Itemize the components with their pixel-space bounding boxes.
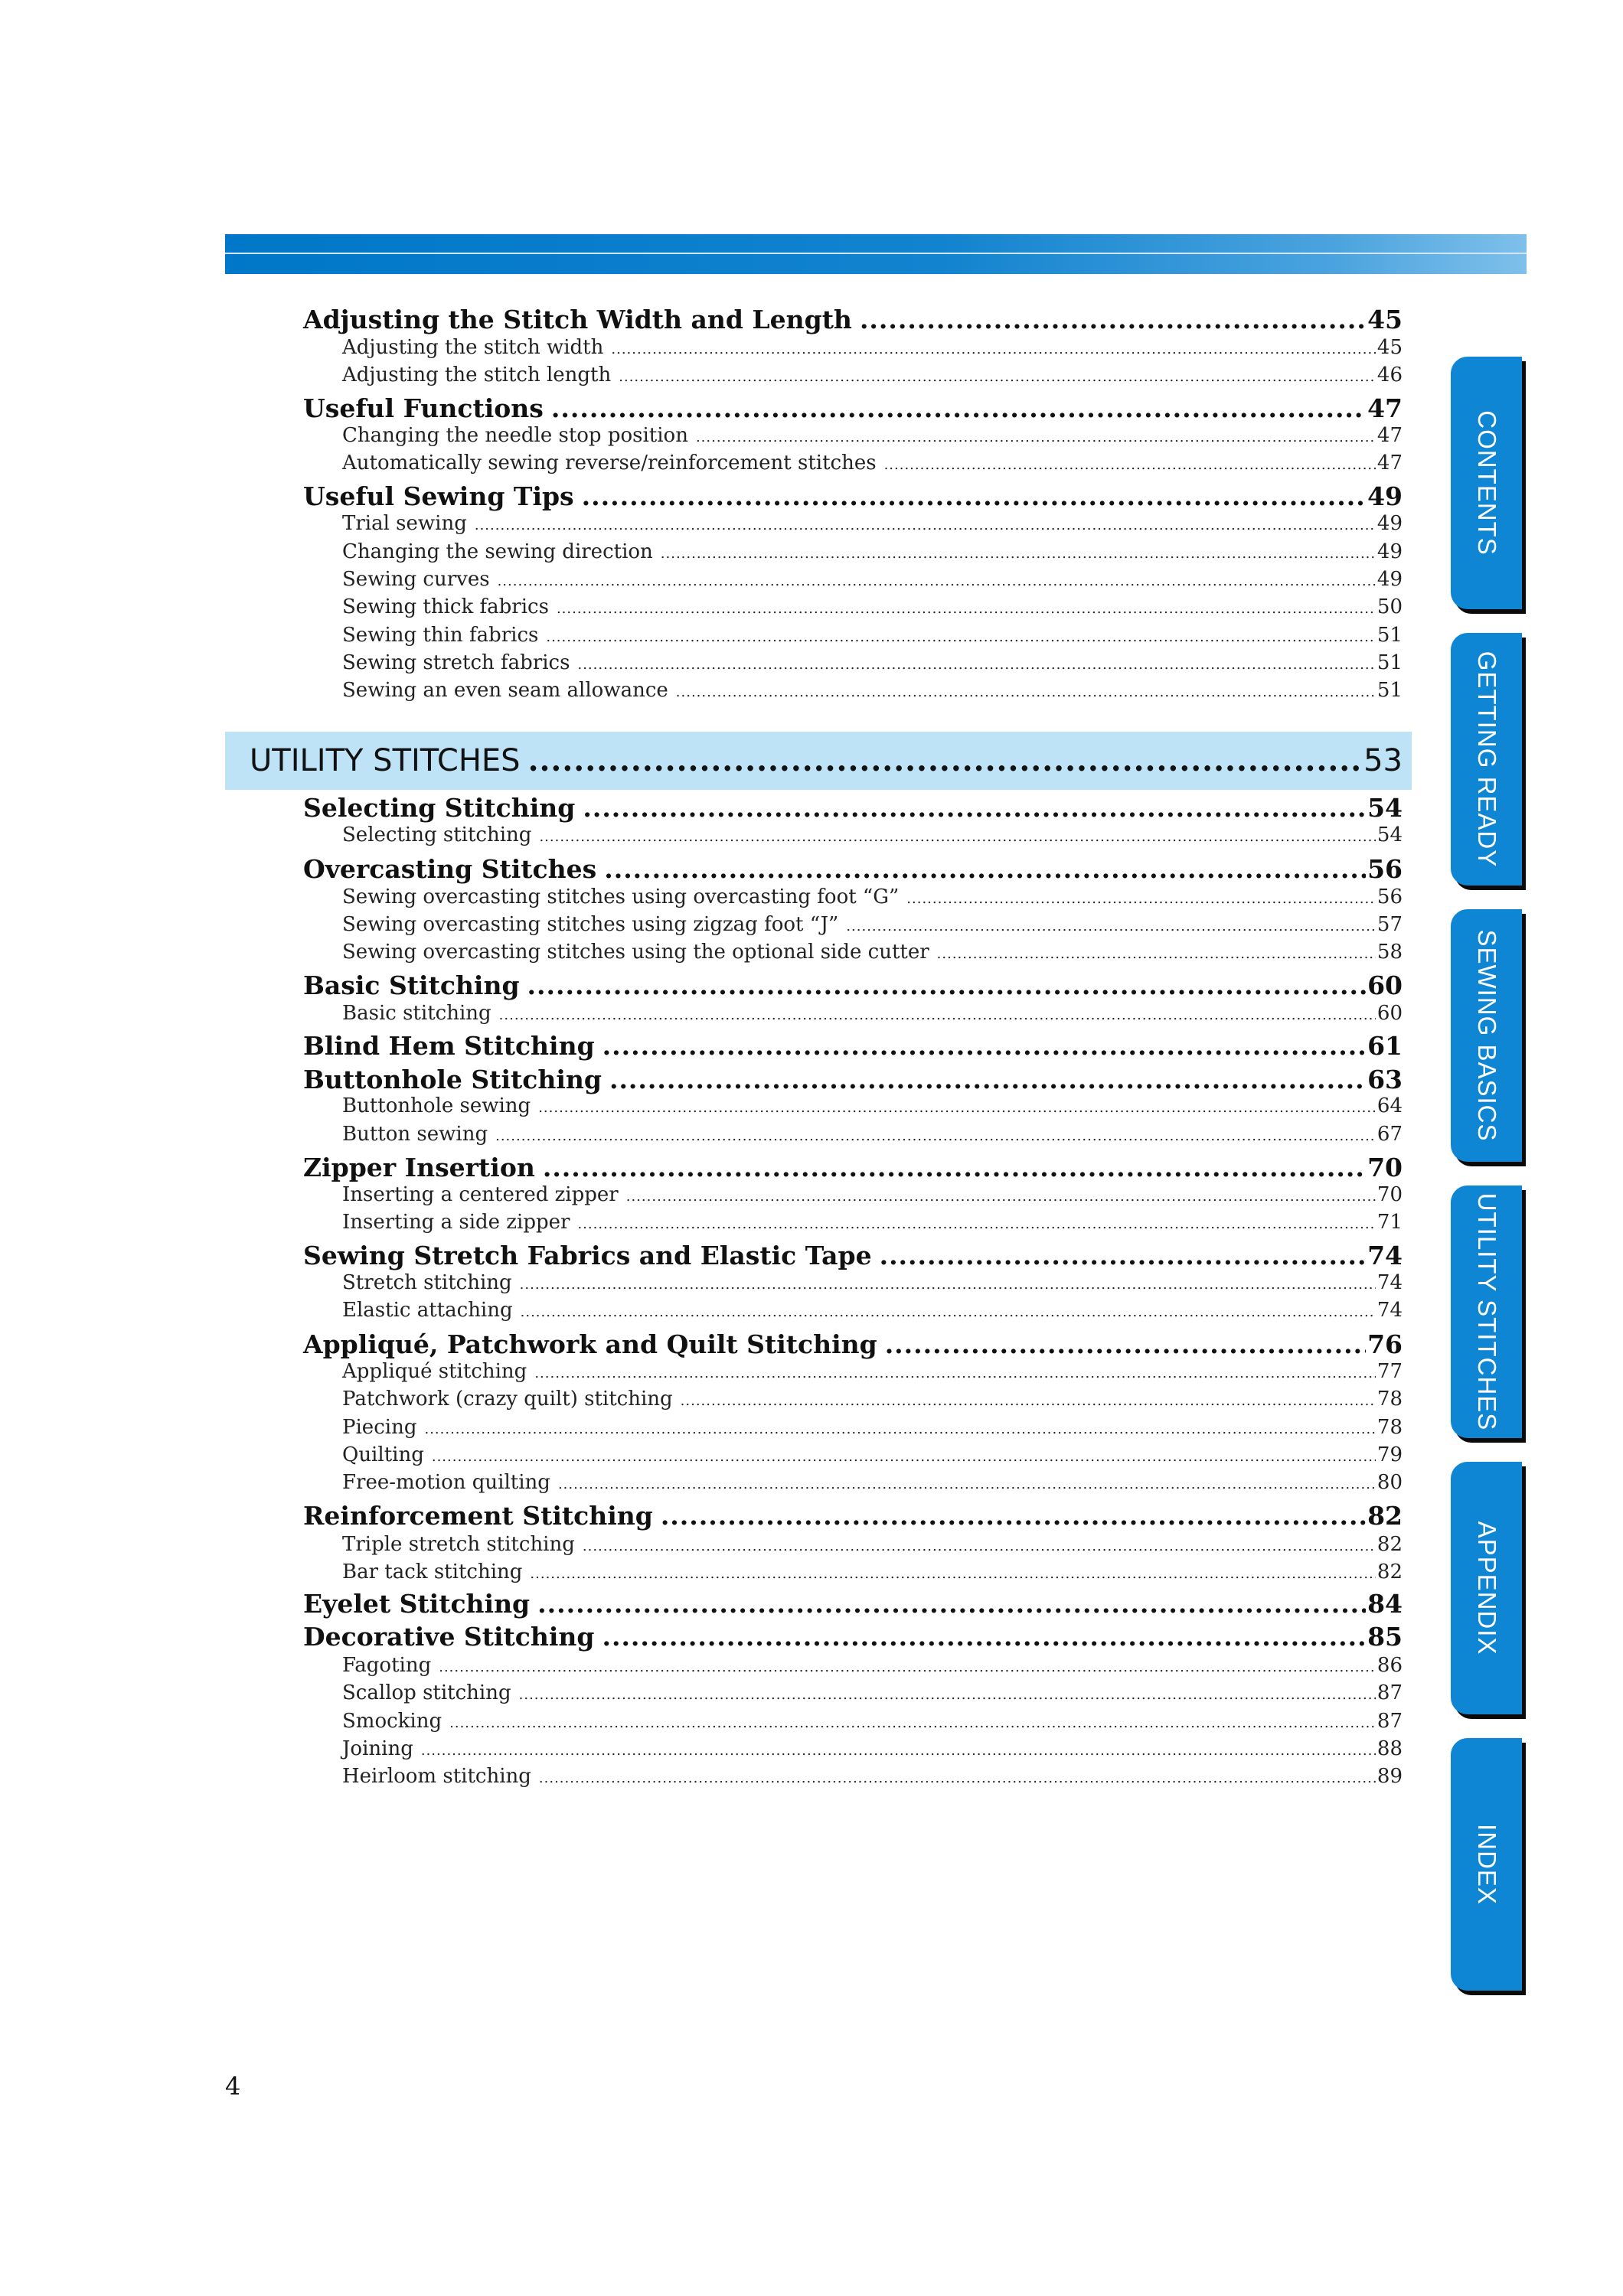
toc-entry-page: 88: [1376, 1737, 1403, 1760]
toc-subsection-entry[interactable]: [342, 1533, 1403, 1559]
toc-entry-title: Button sewing: [342, 1123, 488, 1146]
toc-entry-page: 45: [1376, 336, 1403, 359]
toc-subsection-entry[interactable]: [342, 540, 1403, 566]
toc-entry-title: Buttonhole sewing: [342, 1094, 531, 1117]
toc-entry-page: 60: [1376, 1002, 1403, 1025]
tab-utility-stitches[interactable]: [1451, 1186, 1522, 1438]
toc-leader-dots: [604, 854, 1366, 884]
toc-leader-dots: [551, 393, 1366, 423]
toc-entry-title: Triple stretch stitching: [342, 1533, 575, 1556]
toc-leader-dots: [537, 1589, 1366, 1619]
page-number: 4: [225, 2072, 241, 2101]
toc-leader-dots: [558, 1476, 1376, 1492]
toc-entry-page: 70: [1367, 1153, 1403, 1182]
toc-leader-dots: [421, 1743, 1376, 1759]
toc-entry-page: 77: [1376, 1360, 1403, 1383]
tab-label: APPENDIX: [1472, 1521, 1501, 1655]
toc-entry-page: 47: [1376, 452, 1403, 475]
toc-entry-page: 49: [1376, 540, 1403, 563]
toc-leader-dots: [696, 429, 1376, 445]
toc-leader-dots: [432, 1449, 1376, 1465]
toc-entry-title: Stretch stitching: [342, 1271, 512, 1294]
toc-leader-dots: [846, 918, 1376, 934]
toc-entry-page: 57: [1376, 913, 1403, 936]
toc-entry-page: 67: [1376, 1123, 1403, 1146]
toc-leader-dots: [661, 546, 1376, 562]
toc-entry-title: Sewing overcasting stitches using the optional side cutter: [342, 941, 929, 964]
toc-entry-title: Sewing Stretch Fabrics and Elastic Tape: [303, 1241, 872, 1270]
toc-leader-dots: [527, 970, 1367, 1000]
toc-leader-dots: [538, 1100, 1376, 1116]
toc-entry-title: Appliqué stitching: [342, 1360, 527, 1383]
toc-section-entry[interactable]: [303, 1153, 1403, 1183]
toc-entry-title: Selecting Stitching: [303, 793, 576, 823]
toc-subsection-entry[interactable]: [342, 624, 1403, 650]
toc-entry-title: Reinforcement Stitching: [303, 1501, 653, 1531]
toc-entry-page: 71: [1376, 1211, 1403, 1234]
toc-entry-page: 85: [1367, 1622, 1403, 1652]
toc-entry-page: 82: [1367, 1501, 1403, 1531]
toc-subsection-entry[interactable]: [342, 1002, 1403, 1028]
toc-entry-page: 76: [1367, 1329, 1403, 1359]
toc-leader-dots: [602, 1622, 1366, 1652]
toc-subsection-entry[interactable]: [342, 364, 1403, 390]
toc-section-entry[interactable]: [303, 1589, 1403, 1619]
toc-leader-dots: [424, 1421, 1375, 1437]
toc-subsection-entry[interactable]: [342, 1654, 1403, 1680]
toc-subsection-entry[interactable]: [342, 651, 1403, 677]
toc-leader-dots: [619, 369, 1376, 385]
toc-leader-dots: [611, 341, 1376, 357]
toc-leader-dots: [609, 1065, 1366, 1094]
toc-subsection-entry[interactable]: [342, 1094, 1403, 1120]
toc-subsection-entry[interactable]: [342, 1211, 1403, 1237]
toc-subsection-entry[interactable]: [342, 1443, 1403, 1469]
toc-entry-title: Sewing stretch fabrics: [342, 651, 570, 674]
toc-section-entry[interactable]: [303, 1031, 1403, 1062]
tab-getting-ready[interactable]: [1451, 633, 1522, 885]
toc-subsection-entry[interactable]: [342, 1471, 1403, 1497]
toc-entry-page: 56: [1367, 854, 1403, 884]
toc-subsection-entry[interactable]: [342, 1765, 1403, 1791]
toc-subsection-entry[interactable]: [342, 512, 1403, 538]
toc-entry-title: Elastic attaching: [342, 1299, 513, 1322]
toc-subsection-entry[interactable]: [342, 424, 1403, 450]
toc-section-entry[interactable]: [303, 393, 1403, 424]
toc-entry-title: Quilting: [342, 1443, 424, 1466]
toc-entry-title: Fagoting: [342, 1654, 432, 1677]
toc-leader-dots: [583, 1538, 1376, 1554]
toc-leader-dots: [557, 601, 1376, 617]
toc-subsection-entry[interactable]: [342, 1710, 1403, 1736]
toc-entry-title: Sewing curves: [342, 568, 490, 591]
toc-entry-title: Appliqué, Patchwork and Quilt Stitching: [303, 1329, 877, 1359]
toc-subsection-entry[interactable]: [342, 1360, 1403, 1386]
toc-leader-dots: [582, 481, 1366, 511]
toc-entry-title: Free-motion quilting: [342, 1471, 550, 1494]
toc-entry-title: Patchwork (crazy quilt) stitching: [342, 1388, 673, 1411]
tab-label: CONTENTS: [1472, 410, 1501, 556]
toc-entry-page: 56: [1376, 885, 1403, 908]
toc-entry-title: Scallop stitching: [342, 1681, 511, 1704]
toc-leader-dots: [906, 891, 1376, 907]
toc-entry-page: 64: [1376, 1094, 1403, 1117]
toc-entry-page: 60: [1367, 970, 1403, 1000]
toc-subsection-entry[interactable]: [342, 1737, 1403, 1763]
toc-entry-title: Inserting a side zipper: [342, 1211, 570, 1234]
toc-leader-dots: [661, 1501, 1366, 1531]
toc-leader-dots: [681, 1393, 1376, 1409]
toc-entry-title: Automatically sewing reverse/reinforcement stitches: [342, 452, 877, 475]
toc-subsection-entry[interactable]: [342, 1183, 1403, 1209]
toc-entry-page: 82: [1376, 1561, 1403, 1583]
tab-label: GETTING READY: [1472, 651, 1501, 868]
toc-subsection-entry[interactable]: [342, 1416, 1403, 1442]
toc-leader-dots: [499, 1007, 1376, 1023]
toc-entry-page: 47: [1376, 424, 1403, 447]
toc-entry-page: 54: [1376, 823, 1403, 846]
toc-entry-page: 74: [1376, 1299, 1403, 1322]
toc-entry-page: 58: [1376, 941, 1403, 964]
toc-leader-dots: [539, 829, 1375, 845]
toc-entry-page: 74: [1367, 1241, 1403, 1270]
toc-subsection-entry[interactable]: [342, 941, 1403, 967]
toc-section-entry[interactable]: [303, 1329, 1403, 1360]
toc-entry-page: 49: [1376, 568, 1403, 591]
tab-label: SEWING BASICS: [1472, 929, 1501, 1142]
toc-entry-title: Basic stitching: [342, 1002, 491, 1025]
toc-leader-dots: [603, 1031, 1366, 1061]
toc-leader-dots: [583, 793, 1366, 823]
toc-entry-title: Overcasting Stitches: [303, 854, 597, 884]
toc-subsection-entry[interactable]: [342, 823, 1403, 850]
tab-label: UTILITY STITCHES: [1472, 1192, 1501, 1431]
toc-entry-title: Useful Sewing Tips: [303, 481, 574, 511]
toc-entry-title: Basic Stitching: [303, 970, 520, 1000]
toc-entry-title: Adjusting the Stitch Width and Length: [303, 305, 852, 334]
toc-leader-dots: [546, 629, 1376, 645]
toc-subsection-entry[interactable]: [342, 885, 1403, 912]
toc-entry-title: Blind Hem Stitching: [303, 1031, 595, 1061]
toc-chapter-entry[interactable]: [250, 742, 1403, 781]
toc-leader-dots: [626, 1189, 1376, 1205]
toc-leader-dots: [676, 684, 1376, 700]
toc-leader-dots: [937, 946, 1376, 962]
toc-entry-page: 84: [1367, 1589, 1403, 1619]
toc-entry-title: Piecing: [342, 1416, 417, 1439]
toc-entry-page: 51: [1376, 651, 1403, 674]
toc-subsection-entry[interactable]: [342, 1299, 1403, 1325]
toc-entry-title: Decorative Stitching: [303, 1622, 595, 1652]
toc-leader-dots: [528, 742, 1363, 778]
header-rule: [225, 253, 1527, 254]
toc-entry-title: Adjusting the stitch length: [342, 364, 612, 386]
toc-subsection-entry[interactable]: [342, 1561, 1403, 1587]
toc-section-entry[interactable]: [303, 1065, 1403, 1095]
toc-leader-dots: [520, 1277, 1376, 1293]
toc-subsection-entry[interactable]: [342, 1123, 1403, 1149]
toc-subsection-entry[interactable]: [342, 679, 1403, 705]
tab-sewing-basics[interactable]: [1451, 909, 1522, 1162]
toc-entry-page: 51: [1376, 679, 1403, 702]
toc-leader-dots: [880, 1241, 1366, 1270]
toc-entry-title: Bar tack stitching: [342, 1561, 523, 1583]
toc-entry-title: Adjusting the stitch width: [342, 336, 604, 359]
toc-entry-title: Changing the needle stop position: [342, 424, 688, 447]
toc-entry-page: 54: [1367, 793, 1403, 823]
toc-chapter-title: UTILITY STITCHES: [250, 743, 521, 778]
toc-entry-title: Smocking: [342, 1710, 442, 1733]
toc-entry-title: Zipper Insertion: [303, 1153, 535, 1182]
toc-chapter-page: 53: [1363, 743, 1403, 778]
toc-entry-title: Sewing overcasting stitches using overcasting foot “G”: [342, 885, 900, 908]
toc-subsection-entry[interactable]: [342, 913, 1403, 939]
toc-entry-page: 78: [1376, 1388, 1403, 1411]
toc-entry-page: 61: [1367, 1031, 1403, 1061]
toc-leader-dots: [498, 573, 1376, 589]
toc-entry-page: 80: [1376, 1471, 1403, 1494]
toc-leader-dots: [534, 1365, 1376, 1381]
toc-entry-title: Sewing an even seam allowance: [342, 679, 668, 702]
toc-leader-dots: [885, 1329, 1366, 1359]
header-bar: [225, 234, 1527, 274]
toc-section-entry[interactable]: [303, 1622, 1403, 1652]
toc-section-entry[interactable]: [303, 481, 1403, 512]
toc-leader-dots: [577, 1216, 1375, 1232]
toc-entry-title: Sewing thick fabrics: [342, 595, 549, 618]
toc-section-entry[interactable]: [303, 1241, 1403, 1271]
toc-section-entry[interactable]: [303, 1501, 1403, 1531]
toc-entry-title: Eyelet Stitching: [303, 1589, 531, 1619]
toc-leader-dots: [543, 1153, 1366, 1182]
toc-entry-title: Joining: [342, 1737, 413, 1760]
toc-subsection-entry[interactable]: [342, 336, 1403, 362]
toc-entry-title: Trial sewing: [342, 512, 467, 535]
tab-contents[interactable]: [1451, 357, 1522, 609]
toc-entry-title: Changing the sewing direction: [342, 540, 653, 563]
toc-section-entry[interactable]: [303, 970, 1403, 1001]
toc-entry-title: Heirloom stitching: [342, 1765, 531, 1788]
toc-entry-page: 50: [1376, 595, 1403, 618]
toc-entry-page: 51: [1376, 624, 1403, 647]
toc-entry-title: Sewing thin fabrics: [342, 624, 539, 647]
toc-entry-page: 78: [1376, 1416, 1403, 1439]
toc-subsection-entry[interactable]: [342, 1271, 1403, 1297]
toc-section-entry[interactable]: [303, 305, 1403, 335]
toc-leader-dots: [439, 1659, 1376, 1675]
toc-leader-dots: [475, 517, 1376, 533]
toc-entry-page: 63: [1367, 1065, 1403, 1094]
toc-leader-dots: [577, 657, 1375, 673]
toc-leader-dots: [521, 1304, 1376, 1320]
toc-section-entry[interactable]: [303, 793, 1403, 823]
toc-leader-dots: [449, 1715, 1376, 1731]
toc-section-entry[interactable]: [303, 854, 1403, 885]
toc-entry-page: 49: [1376, 512, 1403, 535]
toc-entry-page: 87: [1376, 1710, 1403, 1733]
toc-entry-page: 86: [1376, 1654, 1403, 1677]
toc-entry-title: Sewing overcasting stitches using zigzag foot “J”: [342, 913, 839, 936]
tab-index[interactable]: [1451, 1738, 1522, 1991]
toc-entry-page: 82: [1376, 1533, 1403, 1556]
toc-entry-page: 49: [1367, 481, 1403, 511]
toc-entry-page: 74: [1376, 1271, 1403, 1294]
toc-entry-page: 47: [1367, 393, 1403, 423]
toc-subsection-entry[interactable]: [342, 1681, 1403, 1707]
toc-entry-title: Useful Functions: [303, 393, 544, 423]
toc-entry-page: 87: [1376, 1681, 1403, 1704]
tab-label: INDEX: [1472, 1824, 1501, 1905]
toc-leader-dots: [530, 1566, 1376, 1582]
toc-leader-dots: [860, 305, 1366, 334]
toc-entry-title: Selecting stitching: [342, 823, 532, 846]
tab-appendix[interactable]: [1451, 1462, 1522, 1714]
toc-entry-page: 89: [1376, 1765, 1403, 1788]
toc-subsection-entry[interactable]: [342, 568, 1403, 594]
toc-entry-page: 70: [1376, 1183, 1403, 1206]
toc-entry-title: Buttonhole Stitching: [303, 1065, 602, 1094]
toc-entry-page: 46: [1376, 364, 1403, 386]
toc-leader-dots: [519, 1687, 1376, 1703]
toc-subsection-entry[interactable]: [342, 452, 1403, 478]
toc-leader-dots: [539, 1770, 1376, 1786]
toc-leader-dots: [495, 1128, 1376, 1144]
toc-entry-title: Inserting a centered zipper: [342, 1183, 619, 1206]
toc-subsection-entry[interactable]: [342, 595, 1403, 621]
toc-entry-page: 45: [1367, 305, 1403, 334]
toc-entry-page: 79: [1376, 1443, 1403, 1466]
toc-subsection-entry[interactable]: [342, 1388, 1403, 1414]
toc-leader-dots: [884, 457, 1376, 473]
